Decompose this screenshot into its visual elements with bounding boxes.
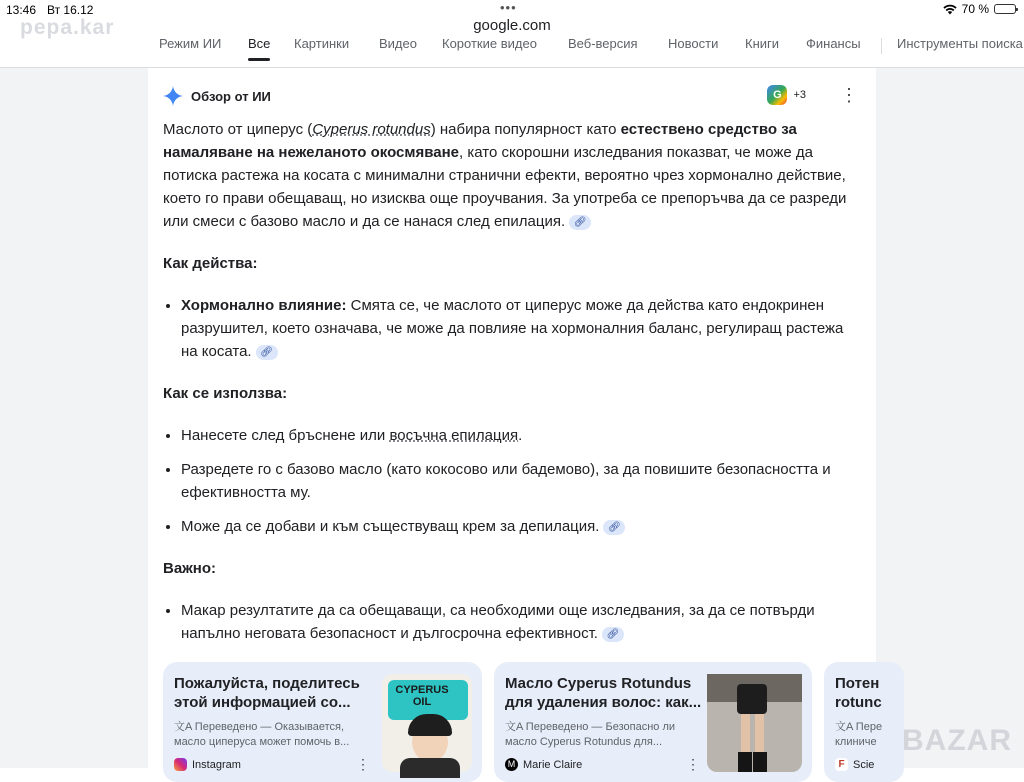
- wifi-icon: [943, 4, 957, 15]
- tab-books[interactable]: Книги: [745, 36, 780, 51]
- waxing-term[interactable]: восъчна епилация: [389, 427, 519, 444]
- tab-short-videos[interactable]: Короткие видео: [442, 36, 537, 51]
- translate-icon: 文A: [505, 721, 526, 733]
- tab-videos[interactable]: Видео: [379, 36, 417, 51]
- tab-web[interactable]: Веб-версия: [568, 36, 638, 51]
- card-translation: 文A Переведено — Безопасно ли масло Cyperus Rotundus для...: [505, 721, 676, 748]
- card-source: F Scie: [835, 758, 874, 771]
- source-card[interactable]: [824, 662, 904, 782]
- tab-search-tools[interactable]: Инструменты поиска: [897, 36, 1023, 51]
- link-icon[interactable]: 🔗︎: [256, 345, 278, 360]
- card-title: Пожалуйста, поделитесь этой информацией со...: [174, 675, 360, 711]
- ai-overview-header: [163, 86, 271, 106]
- tab-news[interactable]: Новости: [668, 36, 719, 51]
- section-heading-how-it-works: Как действа:: [163, 255, 258, 272]
- card-translation: 文A Пере клиниче: [835, 721, 883, 748]
- latin-name[interactable]: Cyperus rotundus: [312, 121, 431, 138]
- source-card[interactable]: [163, 662, 482, 782]
- card-more-icon[interactable]: ⋮: [356, 756, 370, 772]
- instagram-icon: [174, 758, 187, 771]
- watermark-bottom: BAZAR: [902, 724, 1012, 757]
- marie-claire-icon: M: [505, 758, 518, 771]
- more-options-icon[interactable]: ⋮: [840, 85, 858, 105]
- ai-overview-actions: [767, 85, 858, 105]
- source-card[interactable]: [494, 662, 812, 782]
- list-item: • Нанесете след бръснене или восъчна епилация.: [181, 424, 863, 447]
- card-translation: 文A Переведено — Оказывается, масло циперуса может помочь в...: [174, 721, 350, 748]
- status-date: Вт 16.12: [47, 3, 94, 17]
- list-item: • Хормонално влияние: Смята се, че маслото от циперус може да действа като ендокринен разрушител, което означава, че може да повлияе на хормоналния баланс, регулиращ растежа на косата. 🔗︎: [181, 294, 863, 363]
- list-item: • Макар резултатите да са обещаващи, са необходими още изследвания, за да се потвърди напълно неговата безопасност и дългосрочна ефективност. 🔗︎: [181, 599, 863, 645]
- section-heading-how-to-use: Как се използва:: [163, 385, 288, 402]
- link-icon[interactable]: 🔗︎: [569, 215, 591, 230]
- card-title: Масло Cyperus Rotundus для удаления волос: как...: [505, 675, 702, 711]
- tab-finance[interactable]: Финансы: [806, 36, 861, 51]
- ai-overview-body: [163, 118, 863, 645]
- tab-all[interactable]: Все: [248, 36, 271, 51]
- how-it-works-list: [163, 294, 863, 363]
- section-heading-important: Важно:: [163, 560, 217, 577]
- tab-divider: [881, 38, 882, 54]
- how-to-use-list: [163, 424, 863, 538]
- multitask-dots-icon[interactable]: •••: [500, 0, 517, 15]
- battery-percent: 70 %: [961, 2, 989, 16]
- translate-icon: 文A: [835, 721, 856, 733]
- source-favicon-icon[interactable]: G: [767, 85, 787, 105]
- translate-icon: 文A: [174, 721, 195, 733]
- search-tabs: [0, 30, 1024, 68]
- card-thumbnail: [382, 674, 472, 772]
- card-title: Потен rotunc: [835, 675, 882, 711]
- science-source-icon: F: [835, 758, 848, 771]
- tab-images[interactable]: Картинки: [294, 36, 350, 51]
- left-margin: [0, 68, 148, 768]
- ai-overview-title: Обзор от ИИ: [191, 88, 271, 104]
- source-count[interactable]: +3: [793, 89, 806, 101]
- thumbnail-text: CYPERUS OIL: [395, 684, 449, 708]
- status-time: 13:46: [6, 3, 37, 17]
- important-list: [163, 599, 863, 645]
- list-item: • Разредете го с базово масло (като кокосово или бадемово), за да повишите безопасността и ефективността му.: [181, 458, 863, 504]
- list-item: • Може да се добави и към съществуващ крем за депилация. 🔗︎: [181, 515, 863, 538]
- right-margin: [876, 68, 1024, 768]
- status-indicators: [943, 2, 1016, 16]
- card-more-icon[interactable]: ⋮: [686, 756, 700, 772]
- tab-ai-mode[interactable]: Режим ИИ: [159, 36, 222, 51]
- card-source: Instagram: [174, 758, 241, 771]
- address-domain[interactable]: google.com: [473, 17, 551, 34]
- link-icon[interactable]: 🔗︎: [603, 520, 625, 535]
- ai-overview-panel: [148, 68, 883, 772]
- card-thumbnail: [707, 674, 802, 772]
- link-icon[interactable]: 🔗︎: [602, 627, 624, 642]
- watermark-top: pepa.kar: [20, 16, 115, 39]
- battery-icon: [994, 4, 1016, 14]
- card-source: M Marie Claire: [505, 758, 582, 771]
- intro-paragraph: Маслото от циперус (Cyperus rotundus) набира популярност като естествено средство за намаляване на нежеланото окосмяване, като скорошни изследвания показват, че може да потиска растежа на косата с минимални странични ефекти, вероятно чрез хормонално действие, което го прави обещаващ, но изисква още проучвания. За употреба се препоръчва да се разреди или смеси с базово масло и да се нанася след епилация. 🔗︎: [163, 121, 847, 230]
- ai-sparkle-icon: [163, 86, 183, 106]
